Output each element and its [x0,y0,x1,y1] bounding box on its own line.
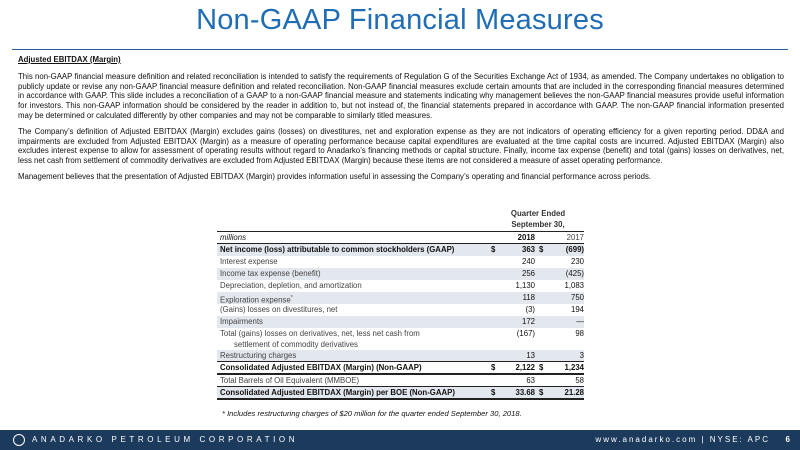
units-label: millions [220,233,246,242]
table-row: Restructuring charges 13 3 [217,350,584,362]
col-2017: 2017 [566,233,584,242]
table-column-header [217,232,584,244]
paragraph-3: Management believes that the presentation of Adjusted EBITDAX (Margin) provides information useful in assessing the Company’s operating and financial performance across periods. [18,171,652,181]
table-group-header-1: Quarter Ended [510,209,566,218]
footer-bar [0,430,800,450]
table-row: Consolidated Adjusted EBITDAX (Margin) (Non-GAAP) $ 2,122 $ 1,234 [217,362,584,375]
table-footnote: * Includes restructuring charges of $20 million for the quarter ended September 30, 2018. [222,409,522,418]
text-body [18,55,784,188]
table-row: Depreciation, depletion, and amortization 1,130 1,083 [220,281,584,290]
table-row: Income tax expense (benefit) 256 (425) [217,268,584,280]
company-name: ANADARKO PETROLEUM CORPORATION [32,435,299,444]
table-row: Exploration expense* 118 750 [217,292,584,304]
table-row: Interest expense 240 230 [220,257,584,266]
table-row: Consolidated Adjusted EBITDAX (Margin) per BOE (Non-GAAP) $ 33.68 $ 21.28 [217,387,584,400]
footer-website: www.anadarko.com | NYSE: APC [595,435,770,444]
table-group-header-2: September 30, [217,220,584,232]
table-row: Net income (loss) attributable to common stockholders (GAAP) $ 363 $ (699) [217,244,584,256]
company-logo-icon [13,434,25,446]
paragraph-1: This non-GAAP financial measure definition and related reconciliation is intended to satisfy the requirements of Regulation G of the Securities Exchange Act of 1934, as amended. The Company undertakes no obligation to publicly update or revise any non-GAAP financial measure definition and related reconciliation. Non-GAAP financial measures exclude certain amounts that are included in the corresponding financial measures determined in accordance with GAAP. This slide includes a reconciliation of a GAAP to a non-GAAP financial measure and statements indicating why management believes the non-GAAP financial measures provide useful information for investors. This non-GAAP information should be considered by the reader in addition to, but not instead of, the financial statements prepared in accordance with GAAP. The non-GAAP financial information presented may be determined or calculated differently by other companies and may not be comparable to similarly titled measures. [18,71,784,120]
table-row: Total Barrels of Oil Equivalent (MMBOE) 63 58 [217,375,584,387]
title-divider [12,49,788,50]
table-row: (Gains) losses on divestitures, net (3) 194 [220,305,584,314]
reconciliation-table [217,209,584,400]
page-number: 6 [785,435,790,444]
table-row: Impairments 172 — [217,316,584,328]
table-row: Total (gains) losses on derivatives, net, less net cash from settlement of commodity derivatives (167) 98 [220,329,584,349]
section-heading: Adjusted EBITDAX (Margin) [18,55,121,64]
col-2018: 2018 [517,233,535,242]
page-title: Non-GAAP Financial Measures [196,4,604,36]
paragraph-2: The Company’s definition of Adjusted EBITDAX (Margin) excludes gains (losses) on divestitures, net and exploration expense as they are not indicators of operating efficiency for a given reporting period. DD&A and impairments are excluded from Adjusted EBITDAX (Margin) as a measure of operating performance because capital expenditures are evaluated at the time capital costs are incurred. Adjusted EBITDAX (Margin) also excludes interest expense to allow for assessment of operating results without regard to Anadarko’s financing methods or capital structure. Finally, income tax expense (benefit) and total (gains) losses on derivatives, net, less net cash from settlement of commodity derivatives are excluded from Adjusted EBITDAX (Margin) because these items are not considered a measure of asset operating performance. [18,126,784,166]
footnote-marker: * [290,295,293,301]
